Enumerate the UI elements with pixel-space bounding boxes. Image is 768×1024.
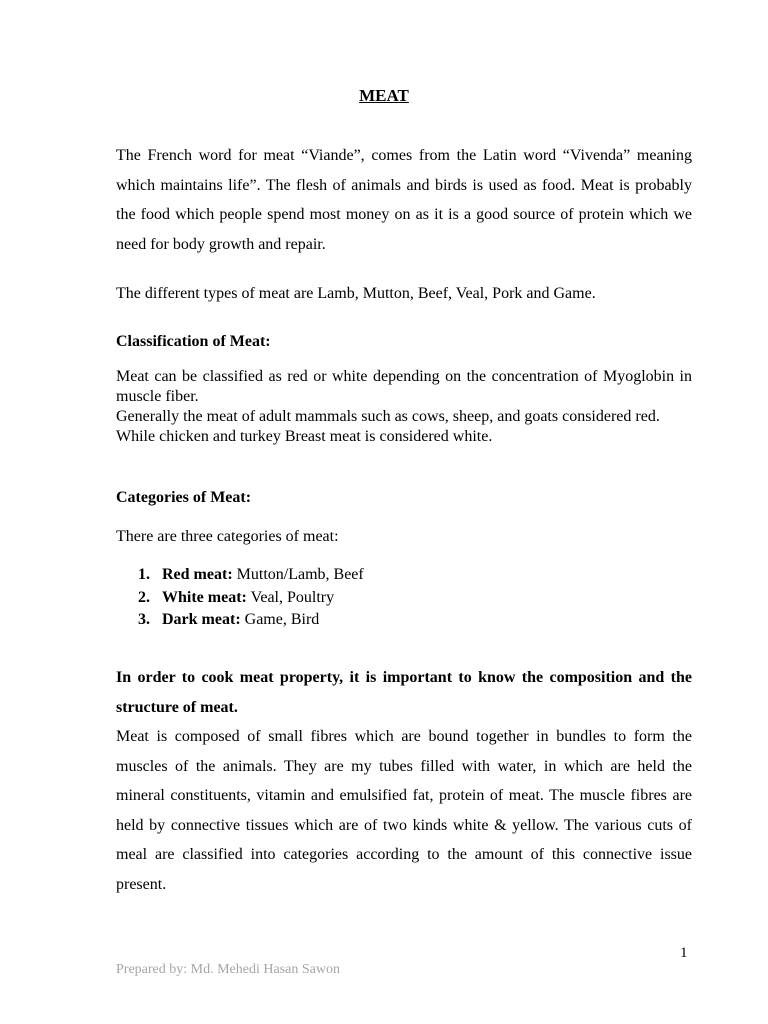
category-name: White meat: [162,588,247,606]
list-item [138,564,364,587]
categories-intro: There are three categories of meat: [116,528,339,545]
intro-paragraph: The French word for meat “Viande”, comes from the Latin word “Vivenda” meaning which maintains life”. The flesh of animals and birds is used as food. Meat is probably the food which people spend most money on as it is a good source of protein which we need for body growth and repair. [116,147,692,253]
classification-line-2: Generally the meat of adult mammals such as cows, sheep, and goats considered red. [116,408,660,425]
list-item-number: 2. [138,588,150,606]
list-item-number: 3. [138,611,150,628]
page-number: 1 [680,945,688,961]
categories-heading: Categories of Meat: [116,489,252,506]
meat-types-paragraph: The different types of meat are Lamb, Mutton, Beef, Veal, Pork and Game. [116,285,596,302]
list-item [138,609,364,632]
classification-text [116,367,692,447]
classification-heading: Classification of Meat: [116,333,271,350]
categories-list [138,564,364,632]
list-item-number: 1. [138,566,150,583]
composition-paragraph: Meat is composed of small fibres which are bound together in bundles to form the muscles of the animals. They are my tubes filled with water, in which are held the mineral constituents, vitamin and emulsified fat, protein of meat. The muscle fibres are held by connective tissues which are of two kinds white & yellow. The various cuts of meal are classified into categories according to the amount of this connective issue present. [116,728,692,893]
category-name: Dark meat: [162,611,241,628]
category-examples: Game, Bird [240,611,320,628]
category-examples: Mutton/Lamb, Beef [232,566,364,583]
document-title: MEAT [359,86,409,105]
list-item [138,587,364,610]
classification-line-1: Meat can be classified as red or white depending on the concentration of Myoglobin in muscle fiber. [116,368,692,405]
classification-line-3: While chicken and turkey Breast meat is considered white. [116,428,493,445]
category-examples: Veal, Poultry [246,588,335,606]
composition-heading: In order to cook meat property, it is important to know the composition and the structure of meat. [116,669,692,716]
footer-credit: Prepared by: Md. Mehedi Hasan Sawon [116,962,340,977]
category-name: Red meat: [162,566,233,583]
